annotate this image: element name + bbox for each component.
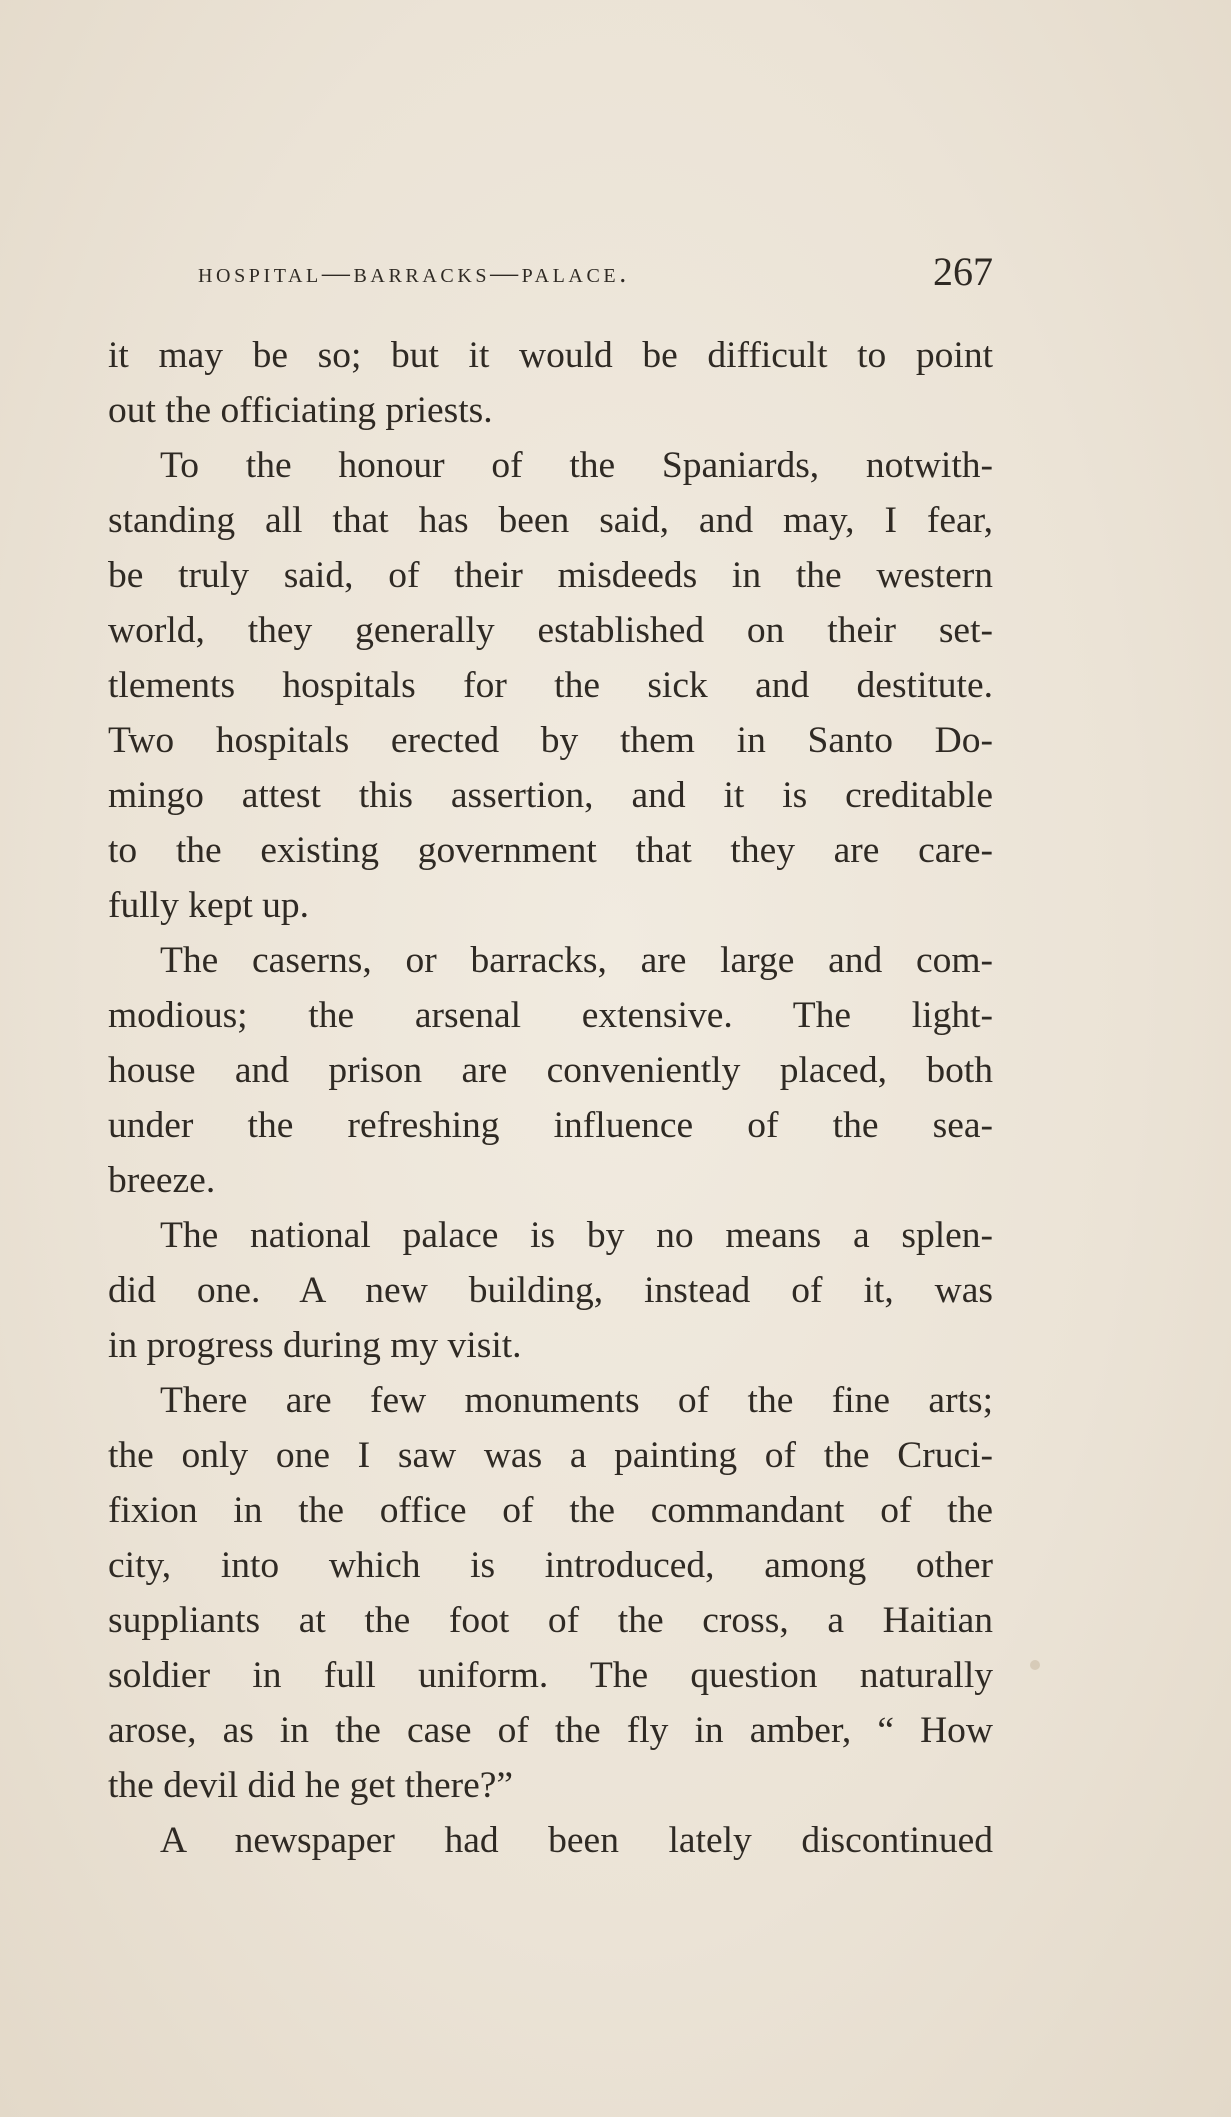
- text-line: soldier in full uniform. The question naturally: [108, 1655, 993, 1696]
- text-line: did one. A new building, instead of it, was: [108, 1270, 993, 1311]
- text-line: the devil did he get there?”: [108, 1765, 514, 1806]
- text-line: city, into which is introduced, among other: [108, 1545, 993, 1586]
- text-line: A newspaper had been lately discontinued: [160, 1820, 993, 1861]
- paper-blemish: [1030, 1660, 1040, 1670]
- text-line: There are few monuments of the fine arts;: [160, 1380, 993, 1421]
- text-line: house and prison are conveniently placed, both: [108, 1050, 993, 1091]
- text-line: fully kept up.: [108, 885, 310, 926]
- text-line: fixion in the office of the commandant of the: [108, 1490, 993, 1531]
- text-line: under the refreshing influence of the sea-: [108, 1105, 993, 1146]
- text-line: Two hospitals erected by them in Santo Do-: [108, 720, 993, 761]
- text-line: mingo attest this assertion, and it is creditable: [108, 775, 993, 816]
- text-line: be truly said, of their misdeeds in the western: [108, 555, 993, 596]
- text-line: To the honour of the Spaniards, notwith-: [160, 445, 993, 486]
- text-line: in progress during my visit.: [108, 1325, 522, 1366]
- text-line: modious; the arsenal extensive. The light-: [108, 995, 993, 1036]
- text-line: The caserns, or barracks, are large and com-: [160, 940, 993, 981]
- page-header: [198, 248, 993, 308]
- text-line: tlements hospitals for the sick and destitute.: [108, 665, 993, 706]
- text-line: arose, as in the case of the fly in amber, “ How: [108, 1710, 993, 1751]
- text-line: The national palace is by no means a splen-: [160, 1215, 993, 1256]
- page-number: 267: [933, 249, 993, 294]
- text-line: breeze.: [108, 1160, 216, 1201]
- body-text: [108, 328, 993, 1868]
- text-line: world, they generally established on their set-: [108, 610, 993, 651]
- text-line: to the existing government that they are care-: [108, 830, 993, 871]
- text-line: out the officiating priests.: [108, 390, 493, 431]
- running-head: hospital—barracks—palace.: [198, 258, 630, 289]
- text-line: the only one I saw was a painting of the Cruci-: [108, 1435, 993, 1476]
- text-line: it may be so; but it would be difficult to point: [108, 335, 993, 376]
- text-line: suppliants at the foot of the cross, a Haitian: [108, 1600, 993, 1641]
- text-line: standing all that has been said, and may, I fear,: [108, 500, 993, 541]
